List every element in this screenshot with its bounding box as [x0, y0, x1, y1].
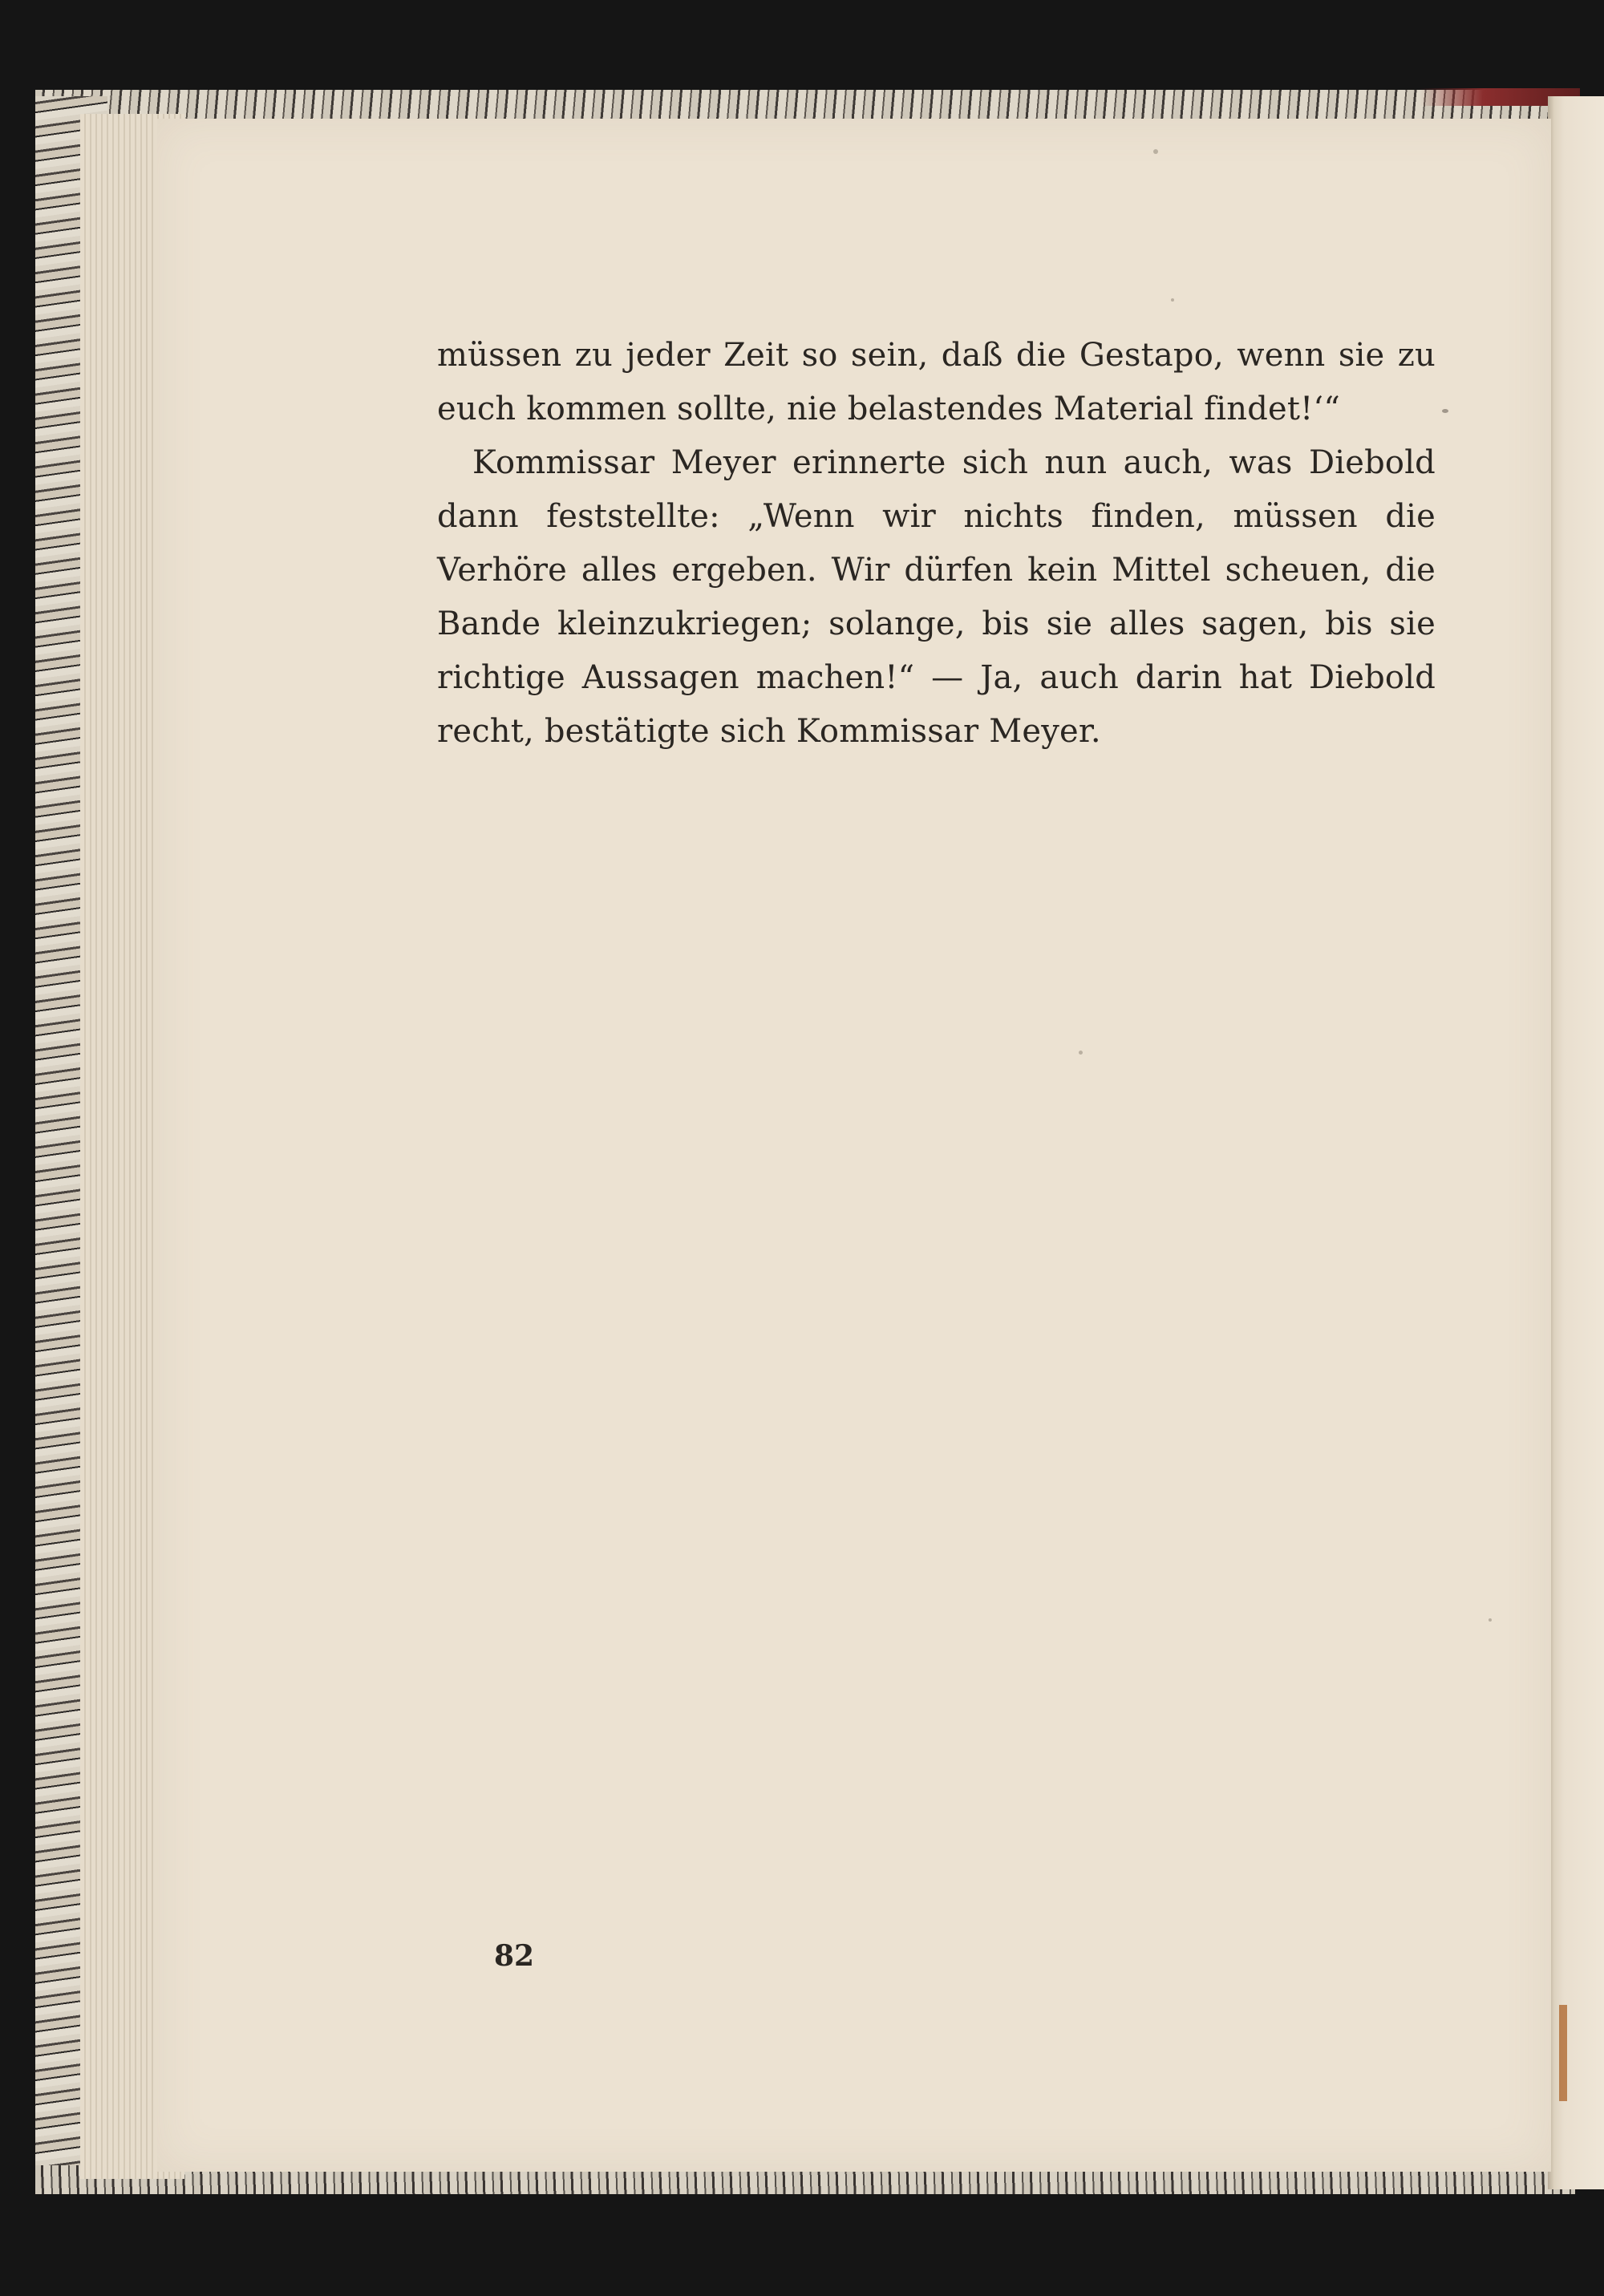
page-number: 82 — [494, 1939, 535, 1973]
book-cover-top-edge — [35, 90, 1575, 122]
paper-speck — [1079, 1051, 1083, 1055]
paper-speck — [1442, 409, 1448, 413]
body-text — [437, 329, 1436, 759]
paper-speck — [1489, 1618, 1492, 1622]
paragraph-1: müssen zu jeder Zeit so sein, daß die Gestapo, wenn sie zu euch kommen sollte, nie belastendes Material findet!‘“ — [437, 337, 1436, 427]
paper-speck — [1171, 298, 1174, 302]
facing-page-edge — [1548, 96, 1604, 2189]
paragraph-2: Kommissar Meyer erinnerte sich nun auch, was Diebold dann feststellte: „Wenn wir nichts finden, müssen die Verhöre alles ergeben. Wir dürfen kein Mittel scheuen, die Bande kleinzukriegen; solange, bis sie alles sagen, bis sie richtige Aussagen machen!“ — Ja, auch darin hat Diebold recht, bestätigte sich Kommissar Meyer. — [437, 444, 1436, 750]
paper-speck — [1153, 149, 1158, 154]
facing-page-marker — [1559, 2005, 1567, 2101]
